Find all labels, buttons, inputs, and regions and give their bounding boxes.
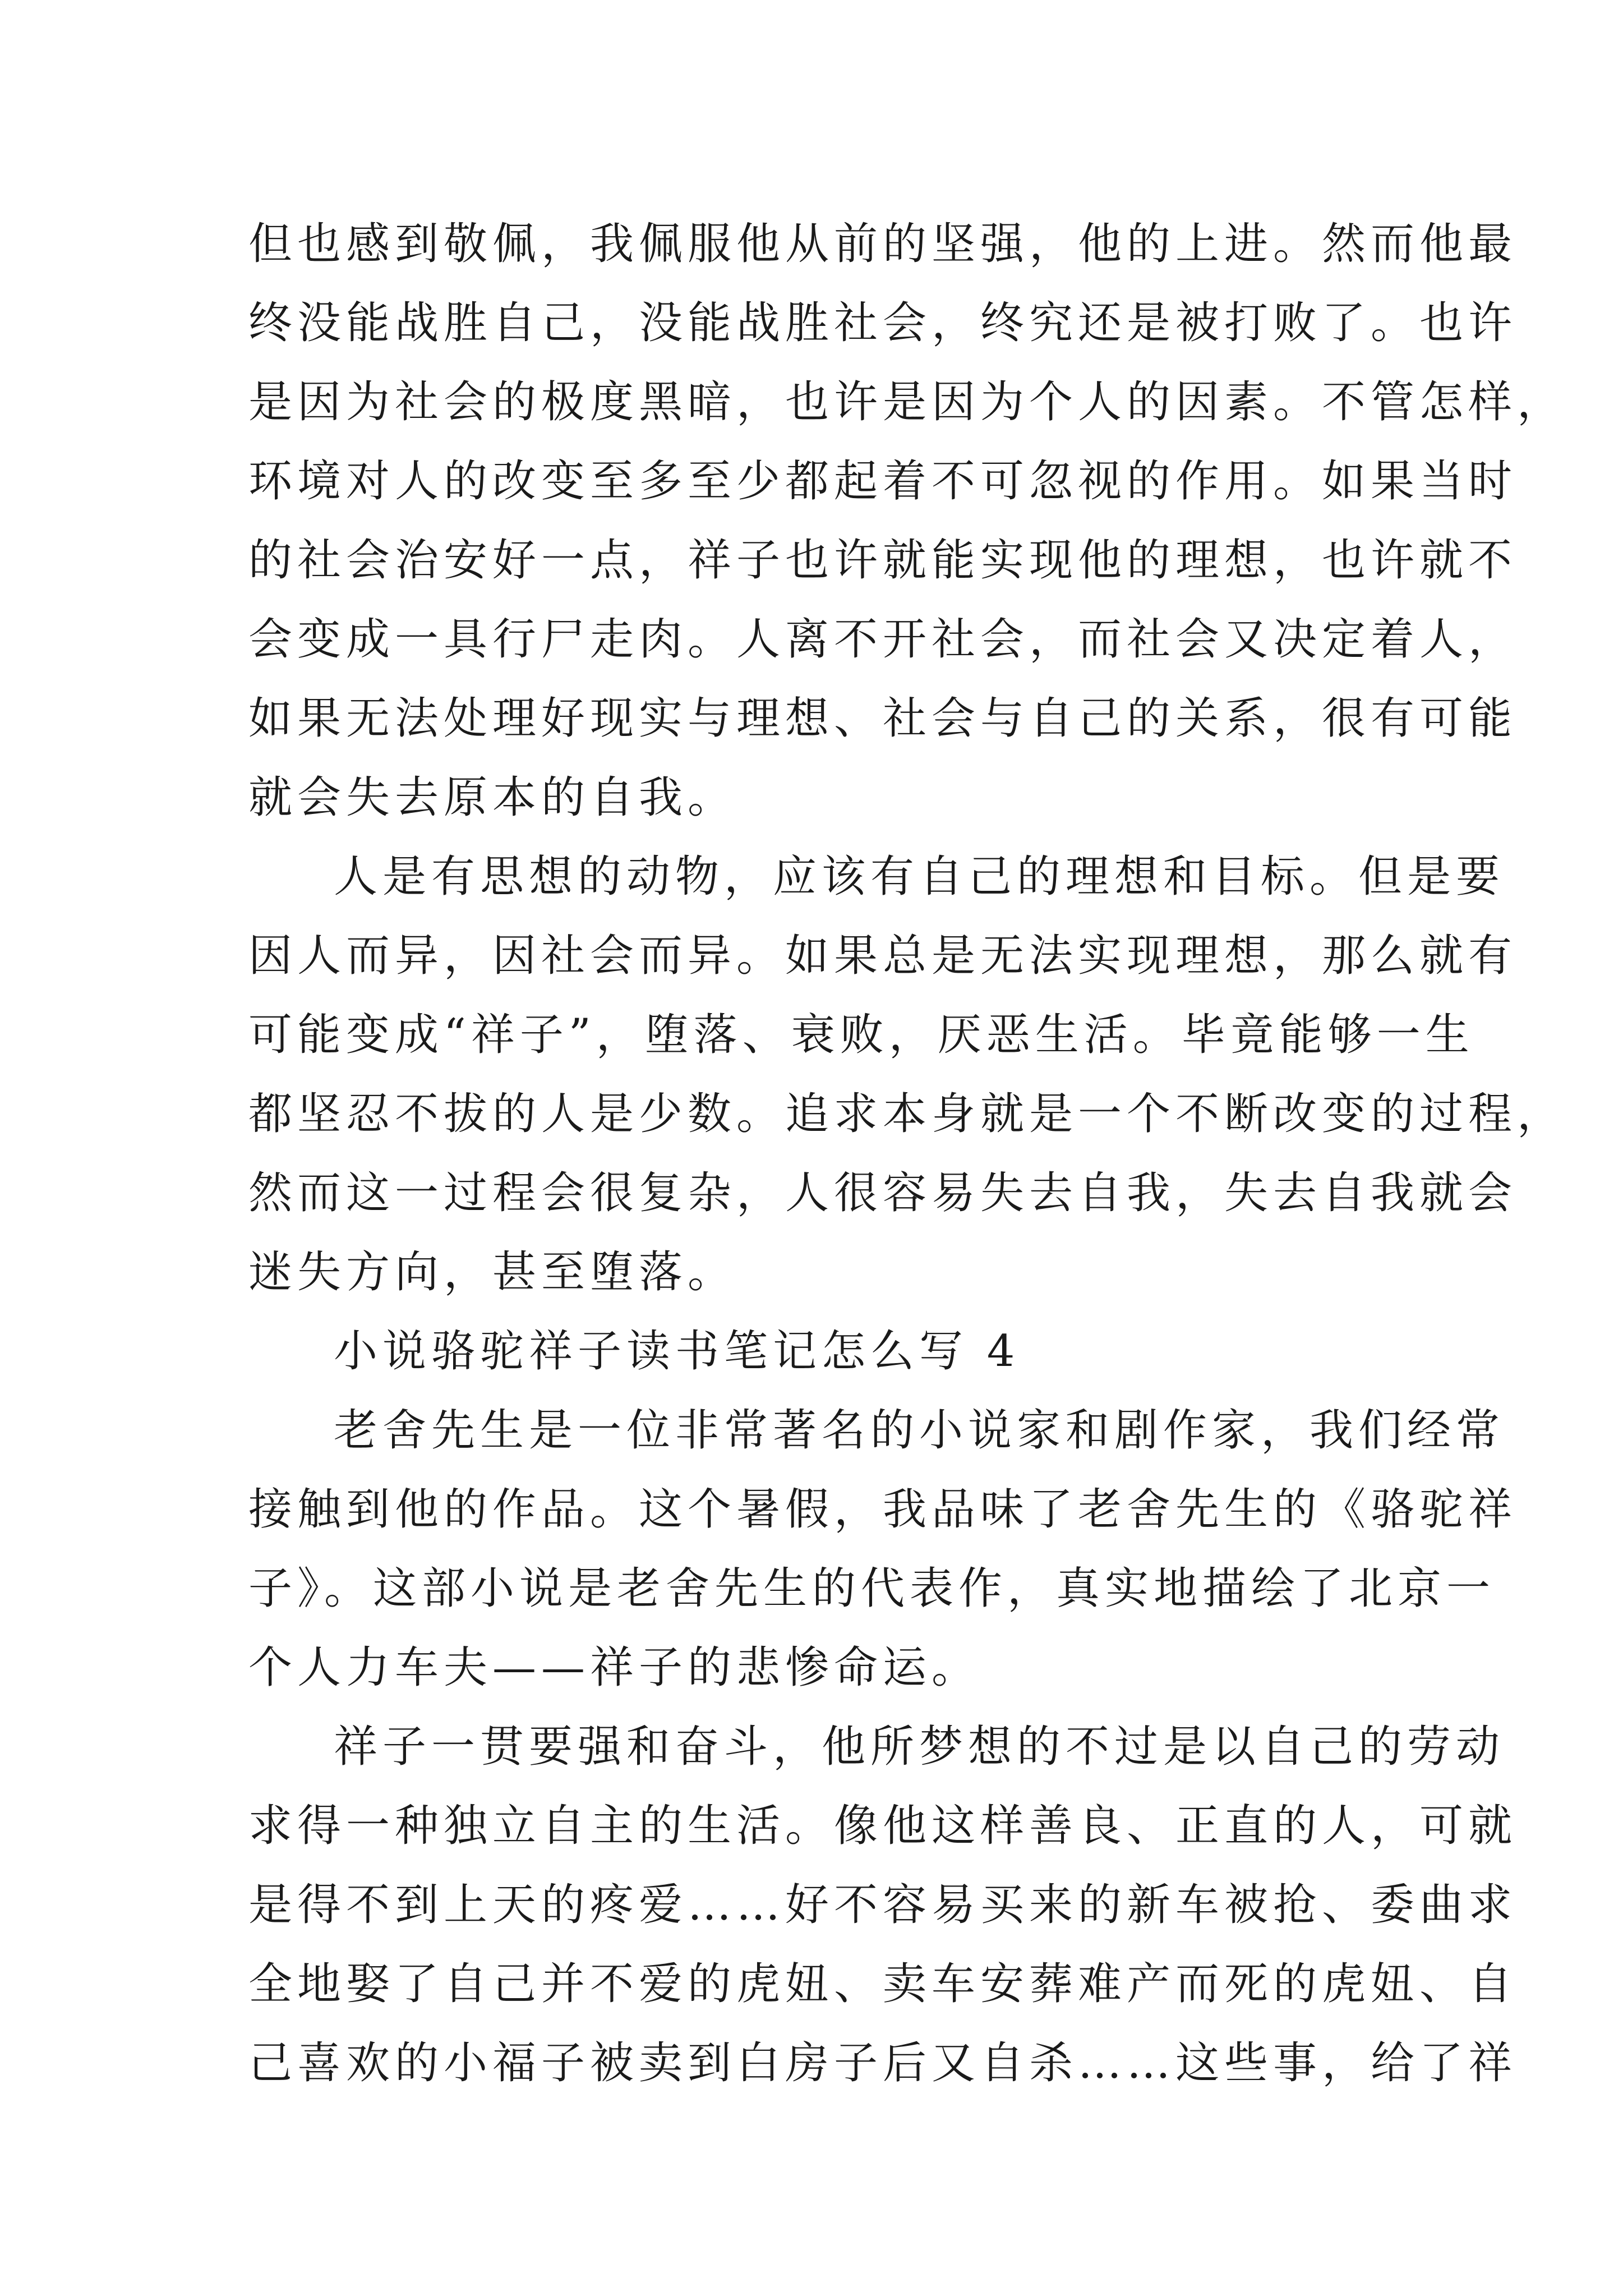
text-line: 接触到他的作品。这个暑假，我品味了老舍先生的《骆驼祥 xyxy=(248,1484,1518,1535)
text-line: 是因为社会的极度黑暗，也许是因为个人的因素。不管怎样， xyxy=(248,377,1566,427)
text-line: 环境对人的改变至多至少都起着不可忽视的作用。如果当时 xyxy=(248,456,1518,507)
text-line: 己喜欢的小福子被卖到白房子后又自杀……这些事，给了祥 xyxy=(248,2038,1518,2088)
text-line: 的社会治安好一点，祥子也许就能实现他的理想，也许就不 xyxy=(248,535,1518,586)
paragraph-start-line: 祥子一贯要强和奋斗，他所梦想的不过是以自己的劳动 xyxy=(334,1722,1505,1772)
text-line: 但也感到敬佩，我佩服他从前的坚强，他的上进。然而他最 xyxy=(248,219,1518,269)
text-line: 求得一种独立自主的生活。像他这样善良、正直的人，可就 xyxy=(248,1801,1518,1851)
text-line: 因人而异，因社会而异。如果总是无法实现理想，那么就有 xyxy=(248,931,1518,981)
text-line: 子》。这部小说是老舍先生的代表作，真实地描绘了北京一 xyxy=(248,1563,1496,1614)
text-line: 全地娶了自己并不爱的虎妞、卖车安葬难产而死的虎妞、自 xyxy=(248,1959,1518,2009)
paragraph-start-line: 人是有思想的动物，应该有自己的理想和目标。但是要 xyxy=(334,852,1505,902)
text-line: 会变成一具行尸走肉。人离不开社会，而社会又决定着人， xyxy=(248,614,1518,665)
text-line: 迷失方向，甚至堕落。 xyxy=(248,1247,737,1297)
text-line: 然而这一过程会很复杂，人很容易失去自我，失去自我就会 xyxy=(248,1168,1518,1218)
text-line: 如果无法处理好现实与理想、社会与自己的关系，很有可能 xyxy=(248,693,1518,744)
text-line: 都坚忍不拔的人是少数。追求本身就是一个不断改变的过程， xyxy=(248,1089,1566,1139)
text-line: 个人力车夫——祥子的悲惨命运。 xyxy=(248,1642,981,1693)
text-line: 是得不到上天的疼爱……好不容易买来的新车被抢、委曲求 xyxy=(248,1880,1518,1930)
text-line: 就会失去原本的自我。 xyxy=(248,772,737,823)
body-text xyxy=(248,205,1566,2103)
section-heading: 小说骆驼祥子读书笔记怎么写 4 xyxy=(334,1326,1020,1377)
text-line: 终没能战胜自己，没能战胜社会，终究还是被打败了。也许 xyxy=(248,298,1518,348)
paragraph-start-line: 老舍先生是一位非常著名的小说家和剧作家，我们经常 xyxy=(334,1405,1505,1456)
text-line: 可能变成“祥子”，堕落、衰败，厌恶生活。毕竟能够一生 xyxy=(248,1010,1474,1060)
